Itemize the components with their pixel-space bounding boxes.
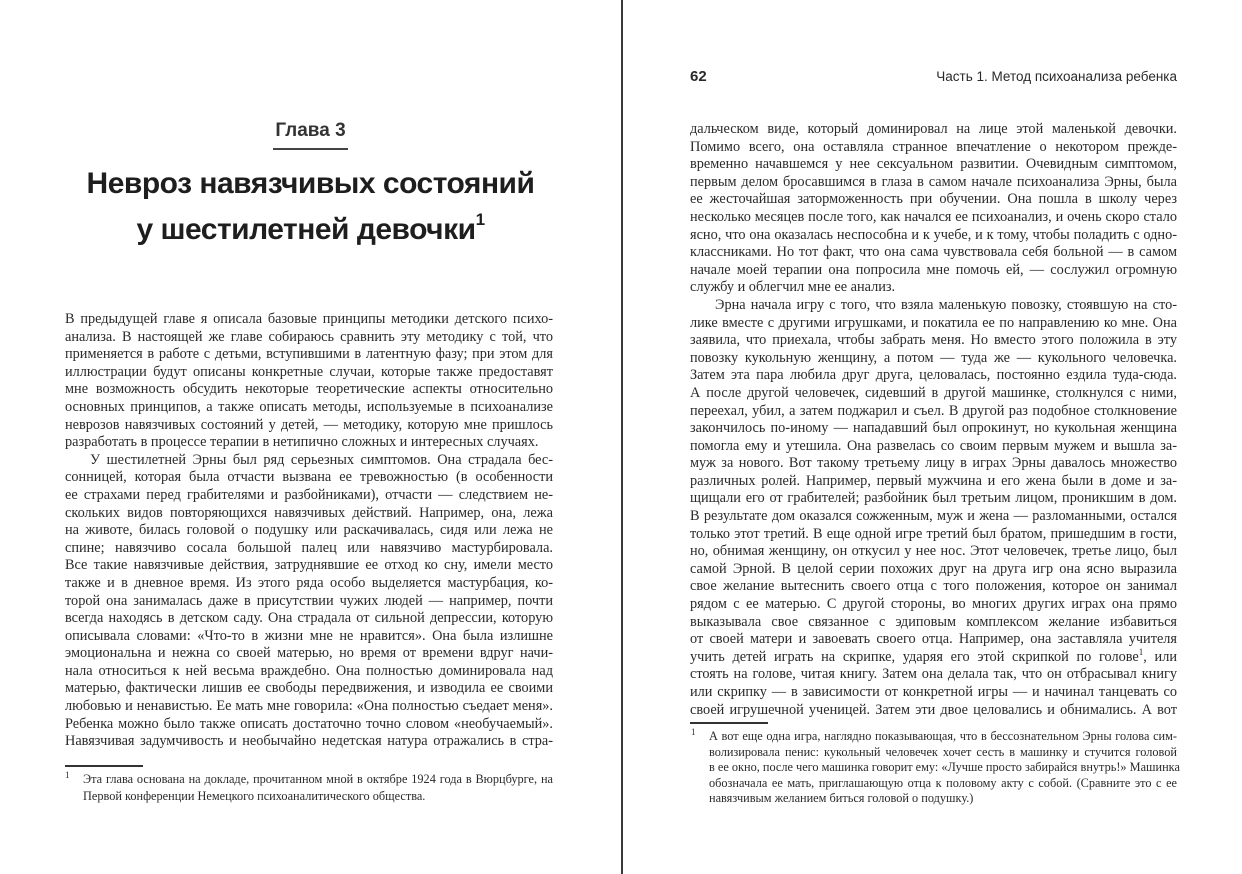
text-line: или скрипку — в зависимости от конкретной игры — и начинал танцевать со <box>690 684 1177 700</box>
text-line: В предыдущей главе я описала базовые принципы методики детского психо- <box>65 311 553 327</box>
text-line: сонницей, которая была отчасти вызвана ее тревожностью (в особенности <box>65 469 553 486</box>
right-page <box>623 0 1242 874</box>
text-line: первым делом бросавшимся в глаза в самом начале психоанализа Эрны, была <box>690 173 1177 190</box>
text-line: выказывала свое связанное с эдиповым комплексом желание избавиться <box>690 613 1177 630</box>
text-line: скольких видов повторяющихся навязчивых действий. Например, она, лежа <box>65 504 553 521</box>
footnote-divider <box>65 765 143 767</box>
text-line: лике вместе с другими игрушками, и покатила ее по направлению ко мне. Она <box>690 314 1177 331</box>
text-line: Все такие навязчивые действия, затруднявшие ее отход ко сну, имели место <box>65 557 553 574</box>
footnote-divider <box>690 722 768 724</box>
text-segment: , или <box>1143 648 1177 665</box>
text-line: ее страхами перед грабителями и разбойниками), отчасти — следствием не- <box>65 486 553 503</box>
text-line: также и в дневное время. Из этого ряда особо выделяется мастурбация, ко- <box>65 574 553 591</box>
text-line: различных ролей. Например, первый мужчина и его жена были в доме и за- <box>690 472 1177 489</box>
footnote-mark: 1 <box>1138 647 1144 658</box>
text-line: заявила, что приехала, чтобы забрать меня. Но вместо этого положила в эту <box>690 332 1177 349</box>
chapter-title-line-1: Невроз навязчивых состояний <box>86 167 535 200</box>
text-line: ее жесточайшая заторможенность при обучении. Она пошла в школу через <box>690 191 1177 208</box>
text-line: нала относиться к ней весьма враждебно. Она полностью доминировала над <box>65 662 553 679</box>
text-line: Ребенка можно было также описать достаточно точно словом «необучаемый». <box>65 715 553 732</box>
text-line: рядом с ее матерью. С другой стороны, во многих других играх она прямо <box>690 596 1177 613</box>
text-line: повозку кукольную женщину, а потом — туда же — кукольного человечка. <box>690 349 1177 366</box>
running-head: Часть 1. Метод психоанализа ребенка <box>936 69 1177 84</box>
text-line: всегда находясь в детском саду. Она страдала от сильной депрессии, которую <box>65 610 553 627</box>
text-line: ясно, что она оказалась неспособна и к учебе, и к тому, чтобы поладить с одно- <box>690 226 1177 243</box>
text-segment: учить детей играть на скрипке, ударяя его этой скрипкой по голове <box>690 648 1139 665</box>
left-body-text <box>65 311 553 751</box>
footnote-line: Эта глава основана на докладе, прочитанном мной в октябре 1924 года в Вюрцбурге, на <box>83 772 553 786</box>
text-line: дальческом виде, который доминировал на лице этой маленькой девочки. <box>690 121 1177 137</box>
footnote-line: Первой конференции Немецкого психоаналитического общества. <box>83 789 426 803</box>
text-line: помогла ему и утешила. Она развелась со своим первым мужем и вышла за- <box>690 437 1177 454</box>
text-line: щищали его от грабителей; разбойник был третьим лицом, проникшим в дом. <box>690 490 1177 507</box>
chapter-title <box>0 166 621 248</box>
chapter-title-line-2: у шестилетней девочки$^1$ <box>136 210 485 246</box>
text-line: мне возможность обсудить некоторые теоретические аспекты относительно <box>65 381 553 398</box>
footnote-line: обозначала ее мать, приглашающую отца к половому акту с собой. (Сравните это с ее <box>709 775 1177 790</box>
text-line: на животе, билась головой о подушку или раскачивалась, сидя или лежа не <box>65 522 553 539</box>
footnote-mark: 1 <box>475 210 485 229</box>
text-line: основных принципов, а также описать методы, используемые в психоанализе <box>65 398 553 415</box>
text-line: самой Эрной. В целой серии похожих друг на друга игр она ясно выразила <box>690 560 1177 577</box>
footnote-number: 1 <box>65 770 70 780</box>
text-line: начале моей терапии она попросила мне помочь ей, — сослужил огромную <box>690 261 1177 278</box>
text-line: В результате дом оказался сожженным, муж и жена — разломанными, остался <box>690 508 1177 525</box>
text-line: Эрна начала игру с того, что взяла маленькую повозку, стоявшую на сто- <box>715 296 1177 313</box>
text-line: переехал, убил, а затем поджарил и съел. В другой раз подобное столкновение <box>690 402 1177 419</box>
text-line: от своей матери и завоевать своего отца. Например, она заставляла учителя <box>690 631 1177 648</box>
text-line: муж за нового. Вот такому третьему лицу в играх Эрны давалось множество <box>690 455 1177 472</box>
text-line: несколько месяцев после того, как начался ее психоанализ, и очень скоро стало <box>690 208 1177 225</box>
text-line: торой она занималась даже в присутствии чужих людей — например, почти <box>65 592 553 609</box>
text-line: Навязчивая задумчивость и необычайно недетская натура отражались в стра- <box>65 733 553 750</box>
text-line: классниками. Но тот факт, что она сама чувствовала себя больной — в самом <box>690 244 1177 261</box>
text-line: временно начавшемся у нее сексуальном развитии. Очевидным симптомом, <box>690 156 1177 173</box>
chapter-label: Глава 3 <box>0 120 621 150</box>
right-footnote <box>691 727 1180 807</box>
text-line <box>690 649 1177 667</box>
text-line: любовью и ненавистью. Ее мать мне говорила: «Она полностью съедает меня». <box>65 698 553 715</box>
text-line: У шестилетней Эрны был ряд серьезных симптомов. Она страдала бес- <box>90 451 553 468</box>
text-line: разработать в процессе терапии в нетипично сложных и интересных случаях. <box>65 434 539 451</box>
text-line: эмоциональна и нежна со своей матерью, но время от времени вдруг начи- <box>65 645 553 662</box>
text-line: свое желание вытеснить своего отца с того положения, которое он занимал <box>690 578 1177 595</box>
left-footnote <box>65 770 553 805</box>
text-line: иллюстрации будут описаны конкретные случаи, которые также предоставят <box>65 363 553 380</box>
text-line: своей игрушечной ученицей. Затем эти двое целовались и обнимались. А вот <box>690 701 1177 718</box>
text-line: только этот третий. В еще одной игре третий был братом, пришедшим в гости, <box>690 525 1177 542</box>
text-line: стоять на голове, читая книгу. Затем она делала так, что он отбрасывал книгу <box>690 666 1177 683</box>
text-line: Затем эта пара любила друг друга, целовалась, постоянно ездила туда-сюда. <box>690 367 1177 384</box>
footnote-number: 1 <box>691 727 696 737</box>
page-number: 62 <box>690 68 707 85</box>
footnote-line: волизировала пенис: кукольный человечек хочет сесть в машинку и стучится головой <box>709 744 1177 759</box>
text-line: описывала словами: «Что-то в жизни мне не нравится». Она была излишне <box>65 627 553 644</box>
right-body-text <box>690 121 1177 719</box>
text-line: анализа. В настоящей же главе собираюсь сравнить эту методику с той, что <box>65 328 553 345</box>
text-line: службу и облегчил мне ее анализ. <box>690 279 896 296</box>
footnote-line: навязчивым желанием биться головой о подушку.) <box>709 791 974 806</box>
text-line: спине; навязчиво сосала большой палец или навязчиво мастурбировала. <box>65 539 553 556</box>
text-line: Помимо всего, она оставляла странное впечатление о некотором прежде- <box>690 138 1177 155</box>
footnote-line: А вот еще одна игра, наглядно показывающая, что в бессознательном Эрны голова сим- <box>709 729 1177 743</box>
footnote-line: в ее окно, после чего машинка говорит ему: «Лучше просто забирайся внутрь!» Машинка <box>709 760 1180 775</box>
text-line: но, обнимая женщину, он откусил у нее нос. Этот человечек, третье лицо, был <box>690 543 1177 560</box>
text-line: А после другой человечек, сидевший в другой машинке, столкнулся с ними, <box>690 384 1177 401</box>
text-line: матерью, фактически лишив ее свободы передвижения, и изводила ее своими <box>65 680 553 697</box>
text-line: закончилось по-иному — нападавший был опрокинут, но кукольная женщина <box>690 420 1177 437</box>
text-line: неврозов навязчивых состояний у детей, — методику, которую мне пришлось <box>65 416 553 433</box>
text-line: применяется в работе с детьми, вступившими в латентную фазу; при этом для <box>65 346 553 363</box>
